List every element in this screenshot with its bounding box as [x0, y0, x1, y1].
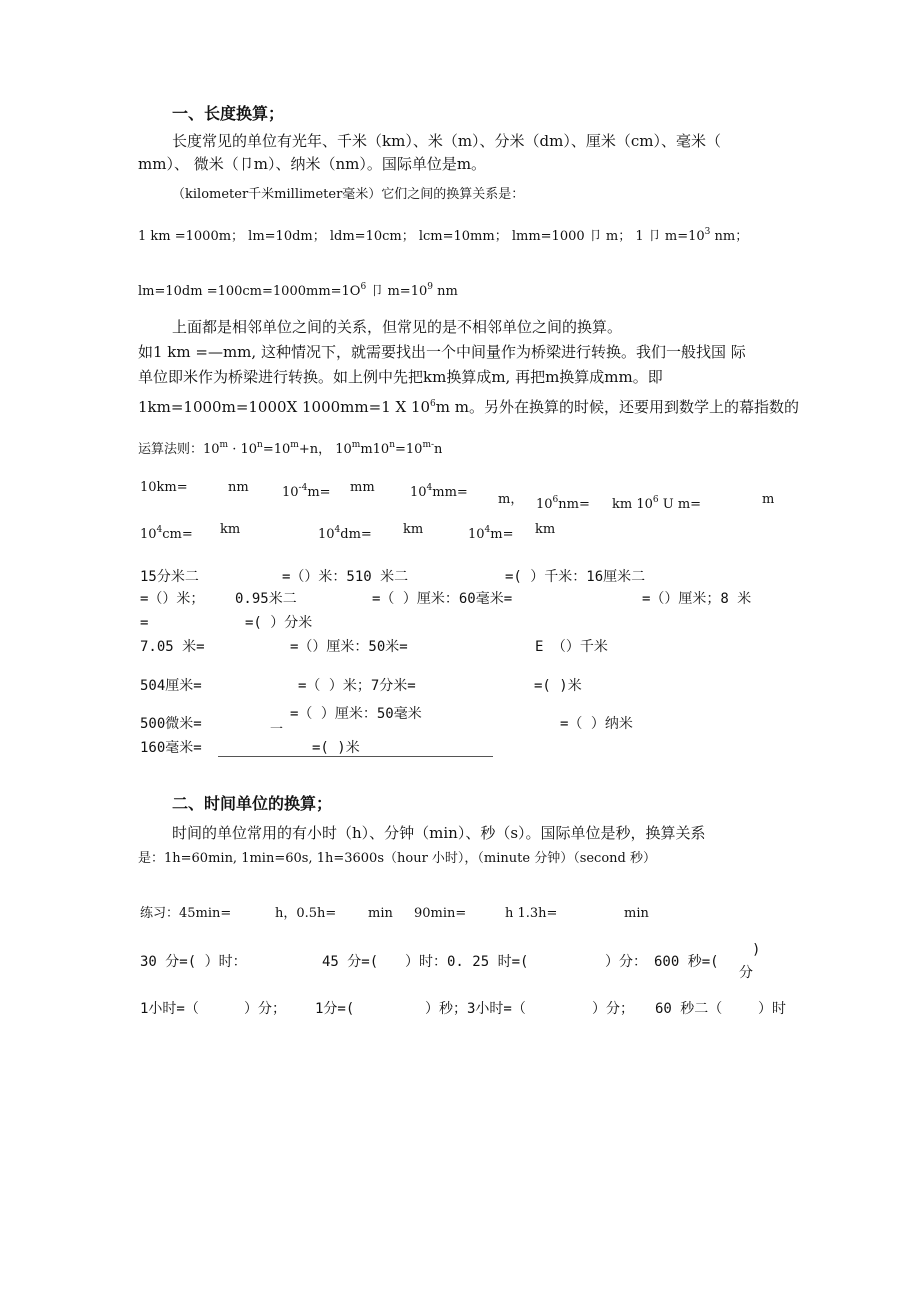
fill-in-text: ）时：0. 25 时=(: [405, 954, 529, 970]
fill-in-text: 15分米二: [140, 569, 199, 585]
exercise-unit: km: [403, 522, 424, 537]
exercise-10km: 10km=: [140, 480, 188, 495]
length-intro-line-2: mm）、 微米（卩m）、纳米（nm）。国际单位是m。: [138, 155, 487, 173]
unit-relations-line-2: $lm=10dm =100cm=1000mm=1O^6$ 卩 $m=10^9$ nm: [138, 282, 458, 299]
fill-in-text: =（ ）厘米：60毫米=: [372, 591, 513, 607]
exercise-unit: mm: [350, 480, 375, 495]
explanation-line-4: 1km=1000m=1000X 1000mm=1 X $10^6m$ m。另外在换算的时候，还要用到数学上的幕指数的: [138, 398, 799, 416]
fill-in-text: =: [140, 615, 149, 631]
exercise-10e6nm: $10^6nm=$: [536, 495, 590, 512]
section-heading-time: 二、时间单位的换算；: [172, 794, 333, 813]
practice-text: h 1.3h=: [505, 906, 558, 921]
fill-in-text: 160毫米=: [140, 740, 202, 756]
fill-in-text: E （）千米: [535, 639, 608, 655]
fill-in-text: 45 分=(: [322, 954, 379, 970]
practice-text: h，0.5h=: [275, 906, 337, 921]
length-intro-line-1: 长度常见的单位有光年、千米（km）、米（m）、分米（dm）、厘米（cm）、毫米（: [172, 132, 721, 150]
fill-in-text: 0.95米二: [235, 591, 297, 607]
fill-in-text: =( )米: [312, 740, 360, 756]
dash-mark: 一: [270, 722, 284, 737]
explanation-line-1: 上面都是相邻单位之间的关系，但常见的是不相邻单位之间的换算。: [172, 318, 623, 336]
exercise-unit: km: [535, 522, 556, 537]
fill-in-text: ）秒；3小时=（: [425, 1001, 526, 1017]
practice-text: 90min=: [414, 906, 467, 921]
fill-in-text: =（）厘米；8 米: [642, 591, 752, 607]
fill-in-text: 7.05 米=: [140, 639, 205, 655]
fill-in-text: =（ ）厘米：50毫米: [290, 706, 422, 722]
exercise-10e4mm: $10^4mm=$: [410, 483, 468, 500]
fill-in-text: ）时: [758, 1001, 786, 1017]
fill-in-text: 600 秒=(: [654, 954, 719, 970]
explanation-line-3: 单位即米作为桥梁进行转换。如上例中先把km换算成m, 再把m换算成mm。即: [138, 368, 663, 386]
fill-in-text: 1小时=（: [140, 1001, 199, 1017]
fill-in-text: =( ）分米: [245, 615, 313, 631]
fill-in-text: =( )米: [534, 678, 582, 694]
fill-in-text: ）分；: [244, 1001, 286, 1017]
fill-in-text: =（ ）纳米: [560, 716, 633, 732]
exponent-rules: 运算法则：$10^m \cdot 10^n=10^m+n$， $10^mm10^n=10^{m-}n$: [138, 440, 443, 457]
exercise-10e6um: km $10^6$ U m=: [612, 495, 702, 512]
exercise-10e-4m: $10^{-4}m=$: [282, 483, 331, 500]
fill-in-text: ): [752, 942, 761, 958]
fill-in-text: =（）米；: [140, 591, 205, 607]
fill-in-text: ）分：: [605, 954, 647, 970]
fill-in-text: ）分；: [592, 1001, 634, 1017]
fill-in-text: 504厘米=: [140, 678, 202, 694]
fill-in-text: 1分=(: [315, 1001, 355, 1017]
exercise-unit: nm: [228, 480, 249, 495]
fill-in-text: 30 分=( ）时：: [140, 954, 247, 970]
length-intro-line-3: （kilometer千米millimeter毫米）它们之间的换算关系是：: [172, 187, 525, 202]
practice-text: min: [368, 906, 393, 921]
practice-text: min: [624, 906, 649, 921]
time-intro-line-2: 是：1h=60min, 1min=60s, 1h=3600s（hour 小时），（minute 分钟）（second 秒）: [138, 851, 656, 866]
practice-text: 练习：45min=: [140, 906, 232, 921]
exercise-10e4cm: $10^4cm=$: [140, 525, 193, 542]
exercise-unit: m，: [498, 492, 524, 507]
fill-in-text: 分: [739, 965, 753, 981]
fill-in-text: 500微米=: [140, 716, 202, 732]
exercise-unit: km: [220, 522, 241, 537]
exercise-10e4dm: $10^4dm=$: [318, 525, 372, 542]
unit-relations-line-1: 1 km =1000m； lm=10dm； ldm=10cm； lcm=10mm； lmm=1000 卩 m； 1 卩 $m=10^3$ nm；: [138, 227, 749, 244]
time-intro-line-1: 时间的单位常用的有小时（h）、分钟（min）、秒（s）。国际单位是秒，换算关系: [172, 824, 706, 842]
fill-in-text: =（）米：510 米二: [282, 569, 409, 585]
section-heading-length: 一、长度换算；: [172, 104, 285, 123]
explanation-line-2: 如1 km =—mm, 这种情况下，就需要找出一个中间量作为桥梁进行转换。我们一般找国 际: [138, 343, 746, 361]
fill-in-text: 60 秒二（: [655, 1001, 723, 1017]
exercise-10e4m: $10^4m=$: [468, 525, 514, 542]
fill-in-text: =( ）千米：16厘米二: [505, 569, 646, 585]
exercise-unit: m: [762, 492, 775, 507]
fill-in-text: =（）厘米：50米=: [290, 639, 408, 655]
fill-in-text: =（ ）米；7分米=: [298, 678, 416, 694]
underline-rule: [218, 756, 493, 757]
